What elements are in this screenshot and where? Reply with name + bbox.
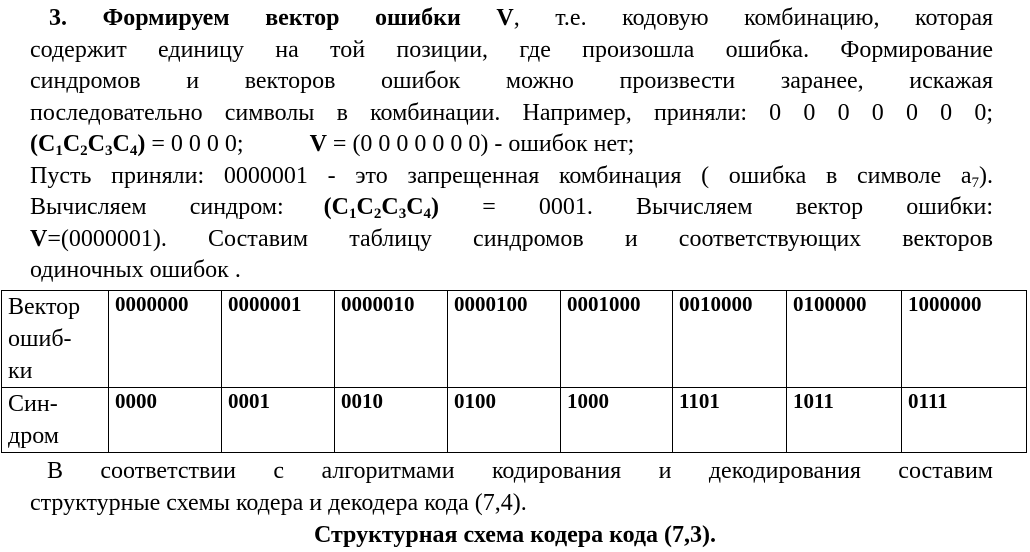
syndrome-cell: 1011 (787, 388, 902, 453)
line-7: Вычисляем синдром: $(C_1C_2C_3C_4) = 0001$. Вычисляем вектор ошибки: (30, 194, 993, 222)
syndrome-cell: 0111 (902, 388, 1027, 453)
section-heading: Структурная схема кодера кода (7,3). (313, 522, 717, 548)
step-number: 3. (49, 5, 67, 31)
syndrome-cell: 0001 (222, 388, 335, 453)
line-5 (30, 129, 993, 161)
line-9: одиночных ошибок . (30, 257, 241, 283)
line-2: содержит единицу на той позиции, где произошла ошибка. Формирование (30, 36, 993, 63)
line-4: последовательно символы в комбинации. Например, приняли: 0 0 0 0 0 0 0; (30, 99, 993, 126)
line-1 (30, 3, 993, 35)
line-6: Пусть приняли: 0000001 - это запрещенная комбинация ( ошибка в символе $a_7$). (30, 162, 993, 191)
syndrome-cell: 0000 (109, 388, 222, 453)
schemes-line-1: В соответствии с алгоритмами кодирования и декодирования составим (47, 458, 993, 484)
syndrome-cell: 1101 (673, 388, 787, 453)
error-vector-header: Вектор ошиб- ки (2, 291, 109, 388)
syndrome-header: Син- дром (2, 388, 109, 453)
syndrome-symbol: $(C_1C_2C_3C_4)$ (30, 131, 146, 159)
syndrome-cell: 0100 (448, 388, 561, 453)
error-vector-cell: 0000001 (222, 291, 335, 388)
error-vector-cell: 0010000 (673, 291, 787, 388)
vector-zero-value: = (0 0 0 0 0 0 0) - ошибок нет; (326, 131, 635, 157)
error-vector-cell: 0001000 (561, 291, 673, 388)
paragraph-syndrome-intro (30, 3, 993, 287)
vector-symbol-2: V (30, 225, 48, 252)
error-vector-cell: 0100000 (787, 291, 902, 388)
syndrome-zero-value: = 0 0 0 0; (145, 131, 244, 157)
syndrome-cell: 0010 (335, 388, 448, 453)
syndrome-cell: 1000 (561, 388, 673, 453)
syndrome-table (1, 290, 1027, 453)
error-vector-row (2, 291, 1027, 388)
line-8: V=(0000001). Составим таблицу синдромов и соответствующих векторов (30, 225, 993, 252)
step-title: Формируем вектор ошибки V (102, 5, 514, 31)
vector-symbol: V (309, 131, 327, 157)
error-vector-cell: 0000100 (448, 291, 561, 388)
schemes-line-2: структурные схемы кодера и декодера кода (7,4). (30, 489, 527, 516)
error-vector-cell: 0000010 (335, 291, 448, 388)
syndrome-row (2, 388, 1027, 453)
line-1-rest: , т.е. кодовую комбинацию, которая (513, 5, 994, 31)
line-3: синдромов и векторов ошибок можно произвести заранее, искажая (30, 68, 993, 94)
error-vector-cell: 0000000 (109, 291, 222, 388)
syndrome-symbol-2: $(C_1C_2C_3C_4)$ (323, 194, 440, 222)
paragraph-schemes (30, 456, 993, 519)
error-vector-cell: 1000000 (902, 291, 1027, 388)
